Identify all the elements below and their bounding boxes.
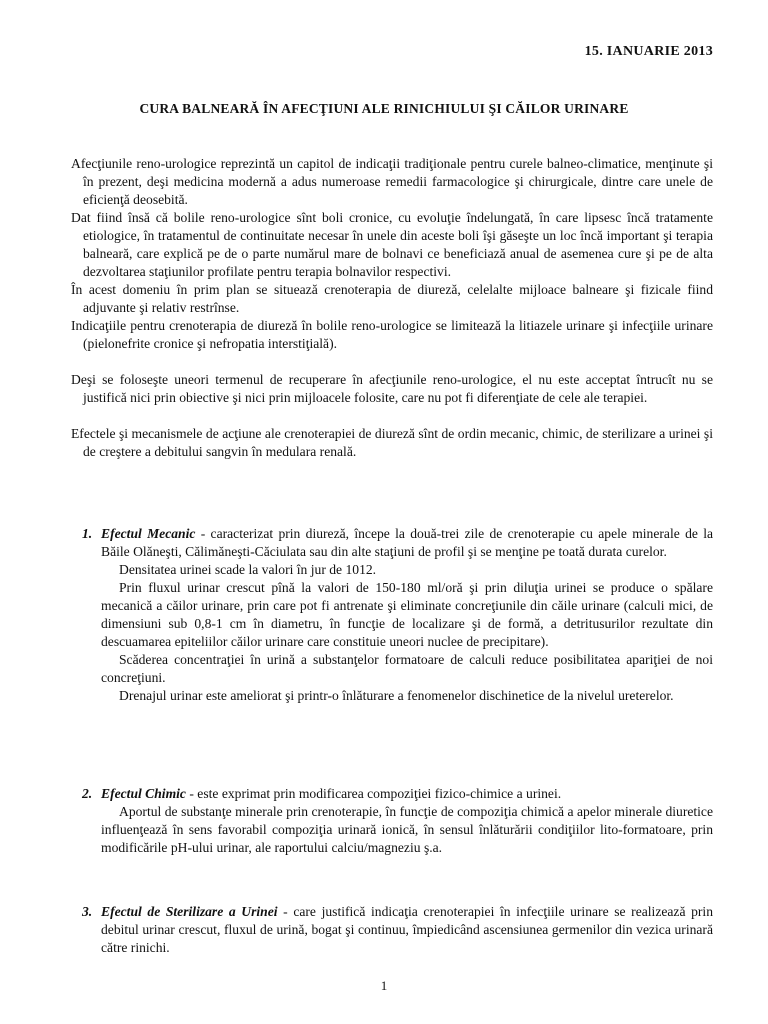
page-number: 1 <box>380 978 388 993</box>
effect-title: Efectul Chimic <box>101 786 186 801</box>
effect-number: 2. <box>82 786 93 801</box>
intro-paragraph-1: Afecţiunile reno-urologice reprezintă un capitol de indicaţii tradiţionale pentru curele balneo-climatice, menţinute şi în prezent, deşi medicina modernă a adus numeroase remedii farmacologice şi chirurgicale, dintre care unele de eficienţă deosebită. <box>71 156 713 207</box>
effect-title: Efectul de Sterilizare a Urinei <box>101 904 278 919</box>
intro-section <box>71 155 713 461</box>
effect-lead: - este exprimat prin modificarea compoziţiei fizico-chimice a urinei. <box>185 786 562 801</box>
effect-detail: Drenajul urinar este ameliorat şi printr-o înlăturare a fenomenelor dischinetice de la nivelul ureterelor. <box>119 688 674 703</box>
effect-number: 1. <box>82 526 93 541</box>
document-title: CURA BALNEARĂ ÎN AFECŢIUNI ALE RINICHIULUI ŞI CĂILOR URINARE <box>139 101 629 116</box>
intro-paragraph-6: Efectele şi mecanismele de acţiune ale crenoterapiei de diureză sînt de ordin mecanic, chimic, de sterilizare a urinei şi de creştere a debitului sangvin în medulara renală. <box>71 426 713 459</box>
effect-lead: - care justifică indicaţia crenoterapiei în infecţiile urinare se realizează prin debitul urinar crescut, fluxul de urină, bogat şi continuu, împiedicând ascensiunea germenilor din vezica urinară către rinichi. <box>101 904 714 955</box>
effect-item-chemical <box>82 785 713 857</box>
effect-item-mechanical <box>82 525 714 705</box>
effect-detail: Aportul de substanţe minerale prin crenoterapie, în funcţie de compoziţia chimică a apelor minerale diuretice influenţează în sens favorabil compoziţia urinară ionică, în sensul înlăturării condiţiilor lito-formatoare, prin modificările pH-ului urinar, ale raportului calciu/magneziu ş.a. <box>101 804 713 855</box>
intro-paragraph-3: În acest domeniu în prim plan se situează crenoterapia de diureză, celelalte mijloace balneare şi fizicale fiind adjuvante şi relativ restrînse. <box>71 282 713 315</box>
effect-lead: - caracterizat prin diureză, începe la două-trei zile de crenoterapie cu apele minerale de la Băile Olăneşti, Călimăneşti-Căciulata sau din alte staţiuni de profil şi se menţine pe toată durata curelor. <box>101 526 714 559</box>
document-date: 15. IANUARIE 2013 <box>584 44 713 59</box>
intro-paragraph-4: Indicaţiile pentru crenoterapia de diureză în bolile reno-urologice se limitează la litiazele urinare şi infecţiile urinare (pielonefrite cronice şi nefropatia interstiţială). <box>71 318 713 351</box>
effect-detail: Densitatea urinei scade la valori în jur de 1012. <box>119 562 377 577</box>
intro-paragraph-5: Deşi se foloseşte uneori termenul de recuperare în afecţiunile reno-urologice, el nu este acceptat întrucît nu se justifică nici prin obiective şi nici prin mijloacele folosite, care nu pot fi diferenţiate de cele ale terapiei. <box>71 372 713 405</box>
effect-number: 3. <box>82 904 93 919</box>
effect-detail: Prin fluxul urinar crescut pînă la valori de 150-180 ml/oră şi prin diluţia urinei se produce o spălare mecanică a căilor urinare, prin care pot fi antrenate şi eliminate concreţiunile din căile urinare (calculi mici, de dimensiuni sub 0,8-1 cm în diametru, în funcţie de localizare şi de formă, a detritusurilor rezultate din descuamarea epiteliilor căilor urinare care constituie uneori nuclee de precipitare). <box>101 580 713 649</box>
effect-item-sterilization <box>82 903 714 957</box>
effect-title: Efectul Mecanic <box>101 526 196 541</box>
intro-paragraph-2: Dat fiind însă că bolile reno-urologice sînt boli cronice, cu evoluţie îndelungată, în care lipsesc încă tratamente etiologice, în tratamentul de continuitate necesar în unele din aceste boli îşi găseşte un loc încă important şi terapia balneară, care explică pe de o parte numărul mare de bolnavi ce beneficiază anual de asemenea cure şi pe de alta dezvoltarea staţiunilor profilate pentru terapia bolnavilor respectivi. <box>71 210 713 279</box>
effect-detail: Scăderea concentraţiei în urină a substanţelor formatoare de calculi reduce posibilitatea apariţiei de noi concreţiuni. <box>101 652 713 685</box>
